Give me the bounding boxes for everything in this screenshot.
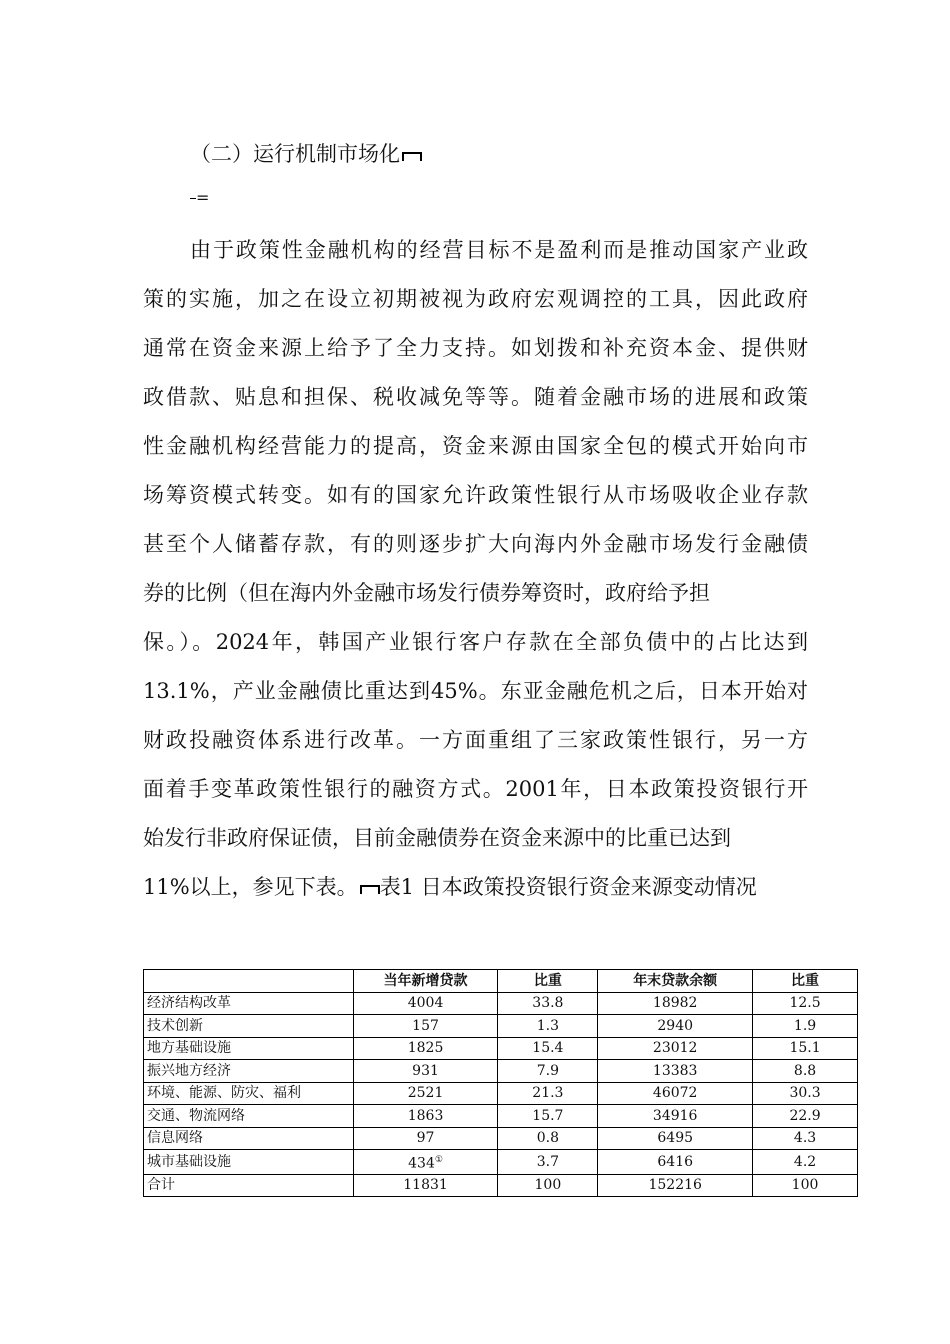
table-cell: 33.8	[498, 992, 598, 1015]
section-heading-text: （二）运行机制市场化	[190, 142, 400, 166]
paragraph-last-line	[143, 869, 808, 918]
table-cell: 6416	[598, 1150, 753, 1175]
table-cell: 8.8	[753, 1060, 858, 1083]
funding-table	[143, 969, 858, 1197]
table-cell: 22.9	[753, 1105, 858, 1128]
table-cell: 4.3	[753, 1127, 858, 1150]
table-cell: 100	[498, 1174, 598, 1197]
row-label: 合计	[144, 1174, 354, 1197]
table-cell: 3.7	[498, 1150, 598, 1175]
row-label: 技术创新	[144, 1015, 354, 1038]
table-cell: 100	[753, 1174, 858, 1197]
cell-value: 434	[408, 1155, 435, 1172]
paragraph-line: 甚至个人储蓄存款，有的则逐步扩大向海内外金融市场发行金融债	[143, 532, 808, 556]
table-cell: 2521	[353, 1082, 498, 1105]
row-label: 信息网络	[144, 1127, 354, 1150]
table-cell: 13383	[598, 1060, 753, 1083]
row-label: 城市基础设施	[144, 1150, 354, 1175]
table-row	[144, 1127, 858, 1150]
paragraph-last-text: 11%以上，参见下表。	[143, 875, 358, 899]
header-cell: 比重	[753, 970, 858, 993]
stray-mark: =	[190, 188, 209, 207]
paragraph-line: 财政投融资体系进行改革。一方面重组了三家政策性银行，另一方	[143, 728, 808, 752]
table-row	[144, 1060, 858, 1083]
table-cell: 1863	[353, 1105, 498, 1128]
table-cell: 18982	[598, 992, 753, 1015]
header-cell	[144, 970, 354, 993]
table-cell: 15.1	[753, 1037, 858, 1060]
paragraph-line: 面着手变革政策性银行的融资方式。2001年，日本政策投资银行开	[143, 777, 808, 801]
body-paragraph	[143, 232, 808, 918]
table-cell: 152216	[598, 1174, 753, 1197]
table-cell: 2940	[598, 1015, 753, 1038]
table-cell: 4.2	[753, 1150, 858, 1175]
table-row	[144, 1150, 858, 1175]
header-cell: 比重	[498, 970, 598, 993]
row-label: 环境、能源、防灾、福利	[144, 1082, 354, 1105]
table-row	[144, 992, 858, 1015]
paragraph-line: 策的实施，加之在设立初期被视为政府宏观调控的工具，因此政府	[143, 287, 808, 311]
header-cell: 当年新增贷款	[353, 970, 498, 993]
table-row	[144, 1037, 858, 1060]
bracket-mark-icon	[360, 885, 380, 894]
row-label: 经济结构改革	[144, 992, 354, 1015]
table-cell: 1825	[353, 1037, 498, 1060]
paragraph-line: 场筹资模式转变。如有的国家允许政策性银行从市场吸收企业存款	[143, 483, 808, 507]
paragraph-line: 由于政策性金融机构的经营目标不是盈利而是推动国家产业政	[190, 238, 808, 262]
table-cell: 7.9	[498, 1060, 598, 1083]
paragraph-line: 政借款、贴息和担保、税收减免等等。随着金融市场的进展和政策	[143, 385, 808, 409]
table-cell: 15.4	[498, 1037, 598, 1060]
table-cell: 11831	[353, 1174, 498, 1197]
paragraph-line: 券的比例（但在海内外金融市场发行债券筹资时，政府给予担	[143, 581, 710, 605]
section-heading	[190, 138, 422, 168]
paragraph-line: 保。）。2024年，韩国产业银行客户存款在全部负债中的占比达到	[143, 630, 808, 654]
paragraph-line: 性金融机构经营能力的提高，资金来源由国家全包的模式开始向市	[143, 434, 808, 458]
table-cell: 0.8	[498, 1127, 598, 1150]
table-caption: 表1 日本政策投资银行资金来源变动情况	[379, 875, 757, 899]
table-cell: 1.9	[753, 1015, 858, 1038]
table-cell: 21.3	[498, 1082, 598, 1105]
paragraph-line: 通常在资金来源上给予了全力支持。如划拨和补充资本金、提供财	[143, 336, 808, 360]
table-cell: 34916	[598, 1105, 753, 1128]
table-cell: 157	[353, 1015, 498, 1038]
table-cell: 931	[353, 1060, 498, 1083]
table-cell: 46072	[598, 1082, 753, 1105]
table-row	[144, 1015, 858, 1038]
row-label: 交通、物流网络	[144, 1105, 354, 1128]
table-cell: 12.5	[753, 992, 858, 1015]
table-cell	[353, 1150, 498, 1175]
header-cell: 年末贷款余额	[598, 970, 753, 993]
table-total-row	[144, 1174, 858, 1197]
table-row	[144, 1082, 858, 1105]
table-cell: 97	[353, 1127, 498, 1150]
table-row	[144, 1105, 858, 1128]
table-cell: 23012	[598, 1037, 753, 1060]
bracket-mark-icon	[402, 152, 422, 161]
table-header-row	[144, 970, 858, 993]
table-cell: 1.3	[498, 1015, 598, 1038]
row-label: 振兴地方经济	[144, 1060, 354, 1083]
table-cell: 6495	[598, 1127, 753, 1150]
row-label: 地方基础设施	[144, 1037, 354, 1060]
paragraph-line: 13.1%，产业金融债比重达到45%。东亚金融危机之后，日本开始对	[143, 679, 808, 703]
footnote-marker: ①	[434, 1155, 443, 1165]
table-cell: 15.7	[498, 1105, 598, 1128]
table-cell: 4004	[353, 992, 498, 1015]
table-cell: 30.3	[753, 1082, 858, 1105]
paragraph-line: 始发行非政府保证债，目前金融债券在资金来源中的比重已达到	[143, 826, 731, 850]
